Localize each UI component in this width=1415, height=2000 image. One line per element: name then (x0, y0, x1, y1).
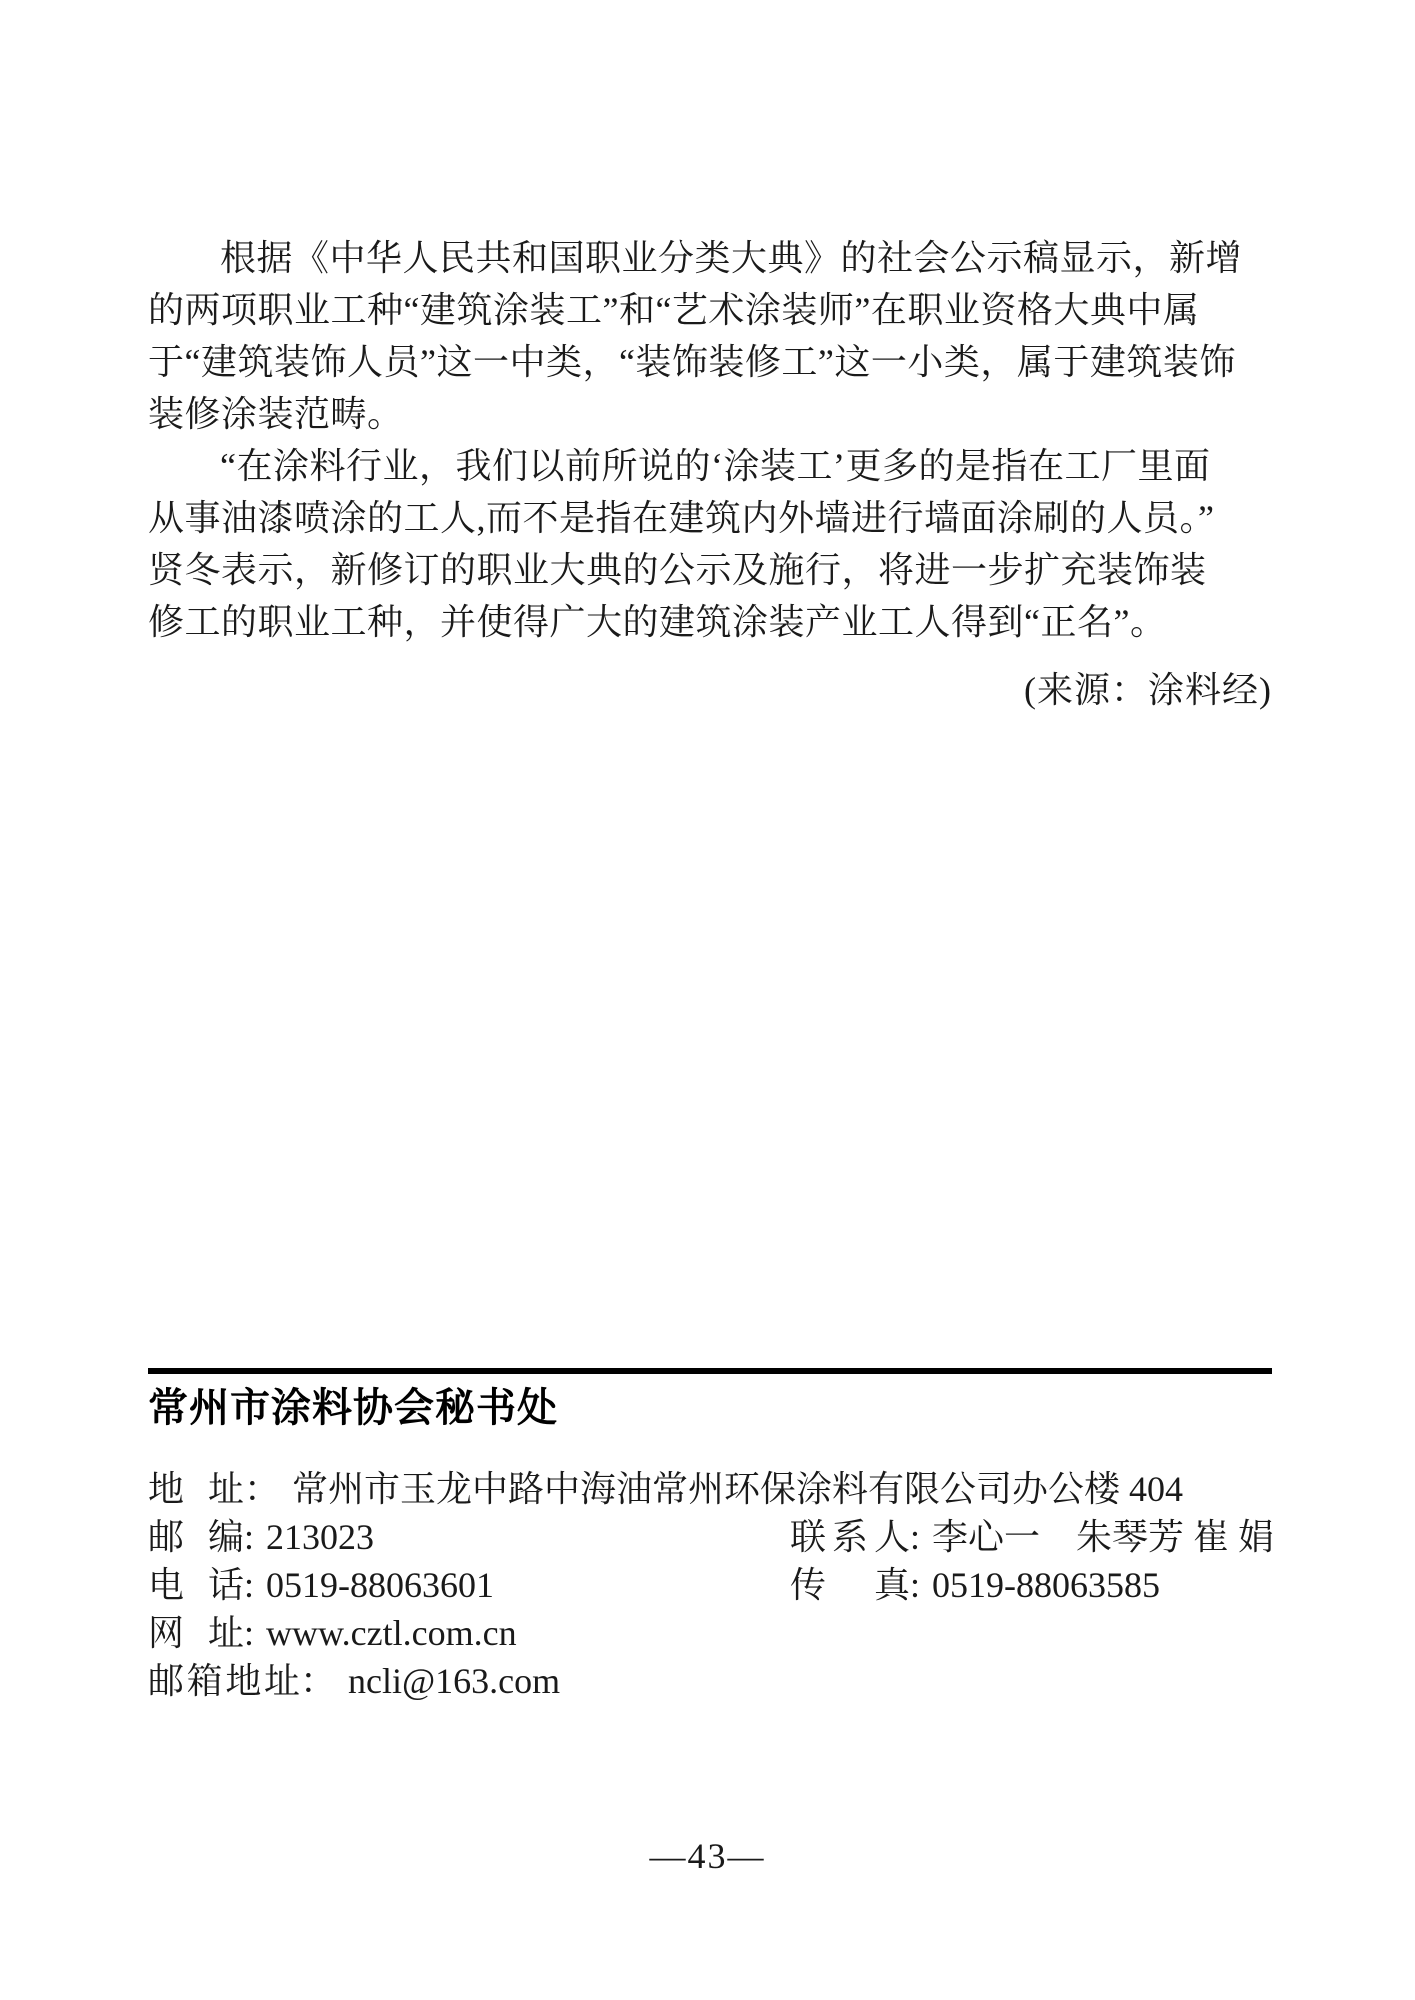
text-line: 装修涂装范畴。 (148, 394, 404, 434)
footer-contact-block (148, 1368, 1275, 1705)
contact-colon: : (910, 1565, 921, 1605)
text-line: “在涂料行业，我们以前所说的‘涂装工’更多的是指在工厂里面 (220, 446, 1211, 486)
contact-label: 地址 (148, 1469, 244, 1509)
contact-rows (148, 1465, 1275, 1705)
contact-label: 电话 (148, 1565, 244, 1605)
contact-colon: : (910, 1517, 921, 1557)
contact-value-persons: 李心一 朱琴芳 崔 娟 (932, 1517, 1275, 1557)
contact-row-email (148, 1657, 1272, 1705)
text-line: 的两项职业工种“建筑涂装工”和“艺术涂装师”在职业资格大典中属 (148, 290, 1200, 330)
contact-label: 联系人 (790, 1517, 910, 1557)
contact-colon: ： (244, 1469, 281, 1509)
text-line: 根据《中华人民共和国职业分类大典》的社会公示稿显示，新增 (220, 238, 1243, 278)
contact-colon: : (244, 1613, 255, 1653)
contact-value-phone: 0519-88063601 (266, 1565, 495, 1605)
text-line: 于“建筑装饰人员”这一中类，“装饰装修工”这一小类，属于建筑装饰 (148, 342, 1236, 382)
contact-colon: : (244, 1517, 255, 1557)
contact-row-postcode-contacts (148, 1513, 1275, 1561)
contact-colon: : (244, 1565, 255, 1605)
contact-label: 传真 (790, 1565, 910, 1605)
contact-row-phone-fax (148, 1561, 1272, 1609)
paragraph-1 (148, 232, 1278, 440)
page-number: —43— (649, 1836, 766, 1876)
contact-col2 (790, 1513, 1274, 1561)
contact-value-website: www.cztl.com.cn (266, 1613, 517, 1653)
text-line: 从事油漆喷涂的工人,而不是指在建筑内外墙进行墙面涂刷的人员。” (148, 498, 1215, 538)
text-line: 修工的职业工种，并使得广大的建筑涂装产业工人得到“正名”。 (148, 602, 1167, 642)
contact-row-website (148, 1609, 1272, 1657)
contact-label: 邮编 (148, 1517, 244, 1557)
contact-value-postcode: 213023 (266, 1517, 375, 1557)
contact-value-fax: 0519-88063585 (932, 1565, 1161, 1605)
contact-label: 邮箱地址 (148, 1661, 300, 1701)
contact-value-address: 常州市玉龙中路中海油常州环保涂料有限公司办公楼 404 (292, 1469, 1184, 1509)
contact-col2 (790, 1561, 1160, 1609)
article-body (148, 232, 1278, 648)
paragraph-2 (148, 440, 1278, 648)
contact-colon: ： (300, 1661, 337, 1701)
divider-rule (148, 1368, 1272, 1374)
text-line: 贤冬表示，新修订的职业大典的公示及施行，将进一步扩充装饰装 (148, 550, 1207, 590)
contact-row-address (148, 1465, 1272, 1513)
source-attribution: (来源：涂料经) (1024, 670, 1272, 710)
contact-value-email: ncli@163.com (348, 1661, 561, 1701)
organization-name: 常州市涂料协会秘书处 (148, 1386, 558, 1430)
contact-label: 网址 (148, 1613, 244, 1653)
